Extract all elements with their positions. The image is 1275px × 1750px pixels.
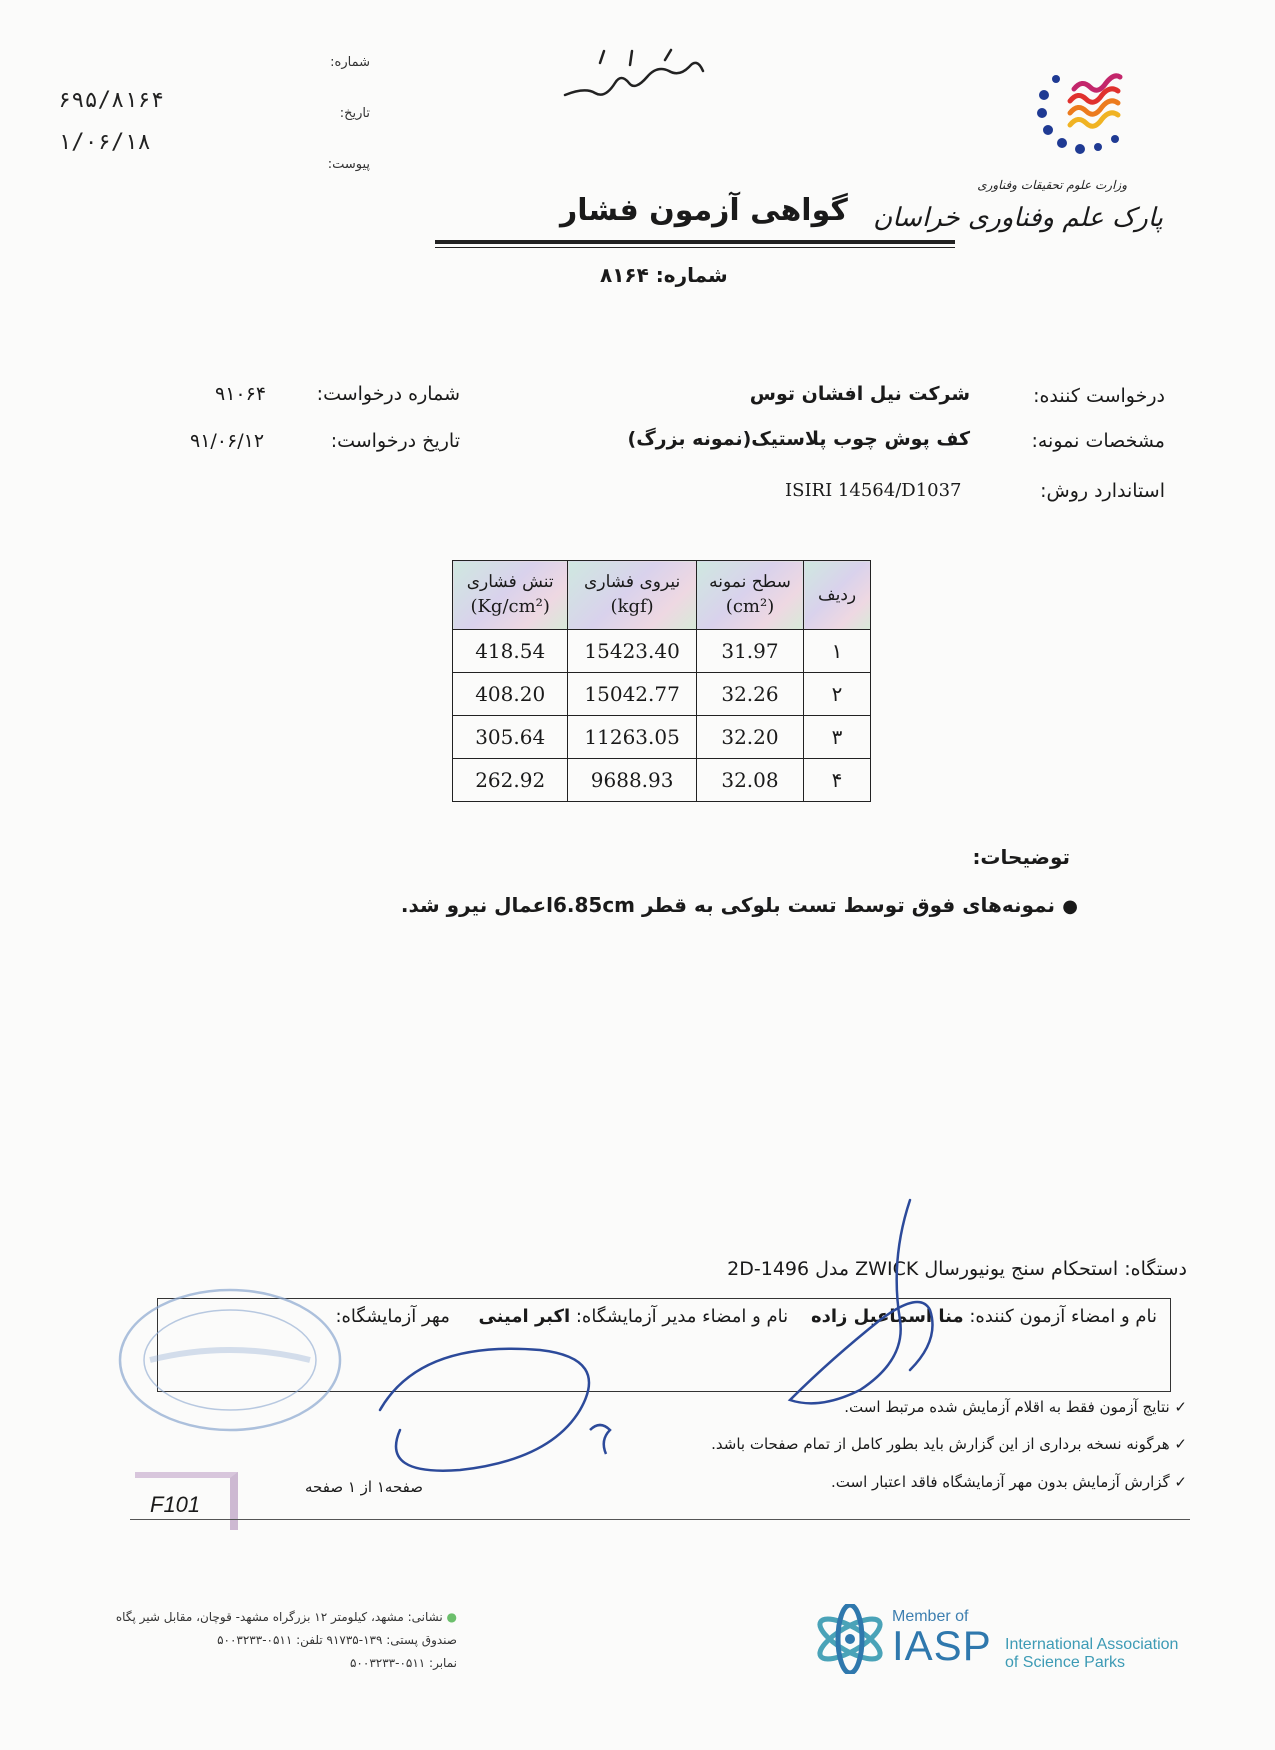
- notes-heading: توضیحات:: [972, 845, 1070, 869]
- check-icon: ✓: [1169, 1473, 1187, 1491]
- check-item: ✓ گزارش آزمایش بدون مهر آزمایشگاه فاقد اعتبار است.: [831, 1473, 1187, 1491]
- compressive-force: 15423.40: [568, 630, 697, 673]
- check-icon: ✓: [1169, 1435, 1187, 1453]
- tester-name: منا اسماعیل زاده: [811, 1306, 964, 1327]
- iasp-full-name: International Association of Science Parks: [1005, 1636, 1179, 1671]
- title-rule: [435, 240, 955, 244]
- note-item: نمونه‌های فوق توسط تست بلوکی به قطر 6.85cmاعمال نیرو شد.: [400, 893, 1055, 917]
- document-title: گواهی آزمون فشار: [560, 193, 848, 228]
- tester-signature-icon: [760, 1190, 960, 1410]
- manager-name: اکبر امینی: [478, 1306, 571, 1327]
- park-logo-icon: [1030, 55, 1140, 165]
- compressive-stress: 262.92: [453, 759, 568, 802]
- meta-date-label: تاریخ:: [339, 106, 370, 121]
- header-compressive-stress: تنش فشاری (Kg/cm²): [453, 561, 568, 630]
- sample-value: کف پوش چوب پلاستیک(نمونه بزرگ): [627, 428, 970, 450]
- basmala-calligraphy: [560, 45, 710, 115]
- address-line: ● نشانی: مشهد، کیلومتر ۱۲ بزرگراه مشهد- قوچان، مقابل شیر پگاه: [115, 1610, 457, 1624]
- tester-label: نام و امضاء آزمون کننده:: [969, 1306, 1157, 1327]
- table-row: [453, 759, 871, 802]
- sample-area: 32.26: [696, 673, 803, 716]
- sample-area: 31.97: [696, 630, 803, 673]
- sample-area: 32.20: [696, 716, 803, 759]
- row-number: ۴: [804, 759, 871, 802]
- standard-value: ISIRI 14564/D1037: [785, 480, 962, 501]
- device-text: دستگاه: استحکام سنج یونیورسال ZWICK مدل 1496-2D: [727, 1258, 1187, 1280]
- compressive-force: 9688.93: [568, 759, 697, 802]
- compressive-stress: 418.54: [453, 630, 568, 673]
- sample-area: 32.08: [696, 759, 803, 802]
- request-number-value: ۹۱۰۶۴: [215, 383, 267, 405]
- iasp-member-text: Member of: [892, 1608, 969, 1625]
- results-table: [452, 560, 871, 802]
- meta-values: [58, 88, 164, 172]
- header-compressive-force: نیروی فشاری (kgf): [568, 561, 697, 630]
- check-item: ✓ هرگونه نسخه برداری از این گزارش باید بطور کامل از تمام صفحات باشد.: [711, 1435, 1187, 1453]
- certificate-number: شماره: ۸۱۶۴: [600, 263, 728, 287]
- footer-rule: [130, 1519, 1190, 1520]
- request-date-value: ۹۱/۰۶/۱۲: [190, 430, 265, 452]
- park-ministry-text: وزارت علوم تحقیقات وفناوری: [977, 178, 1127, 192]
- form-code: F101: [150, 1492, 201, 1517]
- row-number: ۲: [804, 673, 871, 716]
- compressive-stress: 305.64: [453, 716, 568, 759]
- bullet-icon: ●: [1062, 896, 1078, 917]
- meta-attachment-label: پیوست:: [327, 157, 370, 172]
- compressive-force: 15042.77: [568, 673, 697, 716]
- meta-labels: [300, 55, 370, 208]
- meta-number-value: ۶۹۵/۸۱۶۴: [58, 88, 164, 113]
- table-header-row: [453, 561, 871, 630]
- title-rule-thin: [435, 247, 955, 248]
- compressive-stress: 408.20: [453, 673, 568, 716]
- meta-number-label: شماره:: [330, 55, 370, 70]
- pagination-text: صفحه۱ از ۱ صفحه: [305, 1478, 423, 1496]
- compressive-force: 11263.05: [568, 716, 697, 759]
- park-name: پارک علم وفناوری خراسان: [873, 203, 1163, 233]
- row-number: ۳: [804, 716, 871, 759]
- requester-value: شرکت نیل افشان توس: [749, 383, 970, 405]
- fax-line: نمابر: ۰۵۱۱-۵۰۰۳۲۳۳: [349, 1655, 457, 1670]
- check-icon: ✓: [1169, 1398, 1187, 1416]
- header-sample-area: سطح نمونه (cm²): [696, 561, 803, 630]
- manager-signature-icon: [360, 1320, 660, 1480]
- stamp-label: مهر آزمایشگاه:: [335, 1306, 450, 1327]
- standard-label: استاندارد روش:: [1040, 480, 1165, 502]
- requester-label: درخواست کننده:: [1033, 385, 1165, 407]
- request-date-label: تاریخ درخواست:: [330, 430, 460, 452]
- footer-address: [116, 1606, 457, 1674]
- iasp-atom-icon: [810, 1604, 890, 1674]
- table-row: [453, 630, 871, 673]
- table-row: [453, 716, 871, 759]
- row-number: ۱: [804, 630, 871, 673]
- meta-date-value: ۱/۰۶/۱۸: [58, 130, 151, 155]
- manager-label: نام و امضاء مدیر آزمایشگاه:: [575, 1306, 789, 1327]
- postal-line: صندوق پستی: ۱۳۹-۹۱۷۳۵ تلفن: ۰۵۱۱-۵۰۰۳۲۳۳: [217, 1632, 457, 1647]
- header-row-number: ردیف: [804, 561, 871, 630]
- iasp-wordmark: IASP: [892, 1622, 992, 1669]
- table-row: [453, 673, 871, 716]
- request-number-label: شماره درخواست:: [316, 383, 460, 405]
- sample-label: مشخصات نمونه:: [1031, 430, 1165, 452]
- check-item: ✓ نتایج آزمون فقط به اقلام آزمایش شده مرتبط است.: [844, 1398, 1187, 1416]
